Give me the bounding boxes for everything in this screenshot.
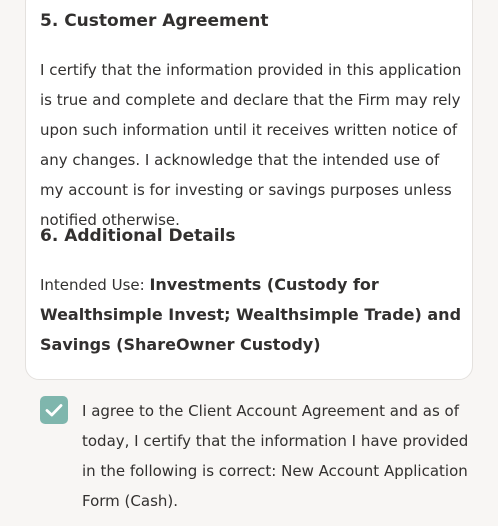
section-heading-additional-details: 6. Additional Details (40, 226, 236, 246)
agreement-checkbox[interactable] (40, 396, 68, 424)
checkmark-icon (45, 403, 63, 417)
intended-use-label: Intended Use: (40, 276, 150, 294)
intended-use-statement (40, 270, 462, 360)
agreement-label[interactable]: I agree to the Client Account Agreement and as of today, I certify that the information I have provided in the following is correct: New Account Application Form (Cash). (82, 402, 469, 510)
customer-agreement-text: I certify that the information provided in this application is true and complete and declare that the Firm may rely upon such information until it receives written notice of any changes. I acknowledge that the intended use of my account is for investing or savings purposes unless notified otherwise. (40, 61, 462, 229)
intended-use-value: Investments (Custody for Wealthsimple Invest; Wealthsimple Trade) and Savings (ShareOwner Custody) (40, 275, 462, 354)
section-heading-customer-agreement: 5. Customer Agreement (40, 11, 269, 31)
